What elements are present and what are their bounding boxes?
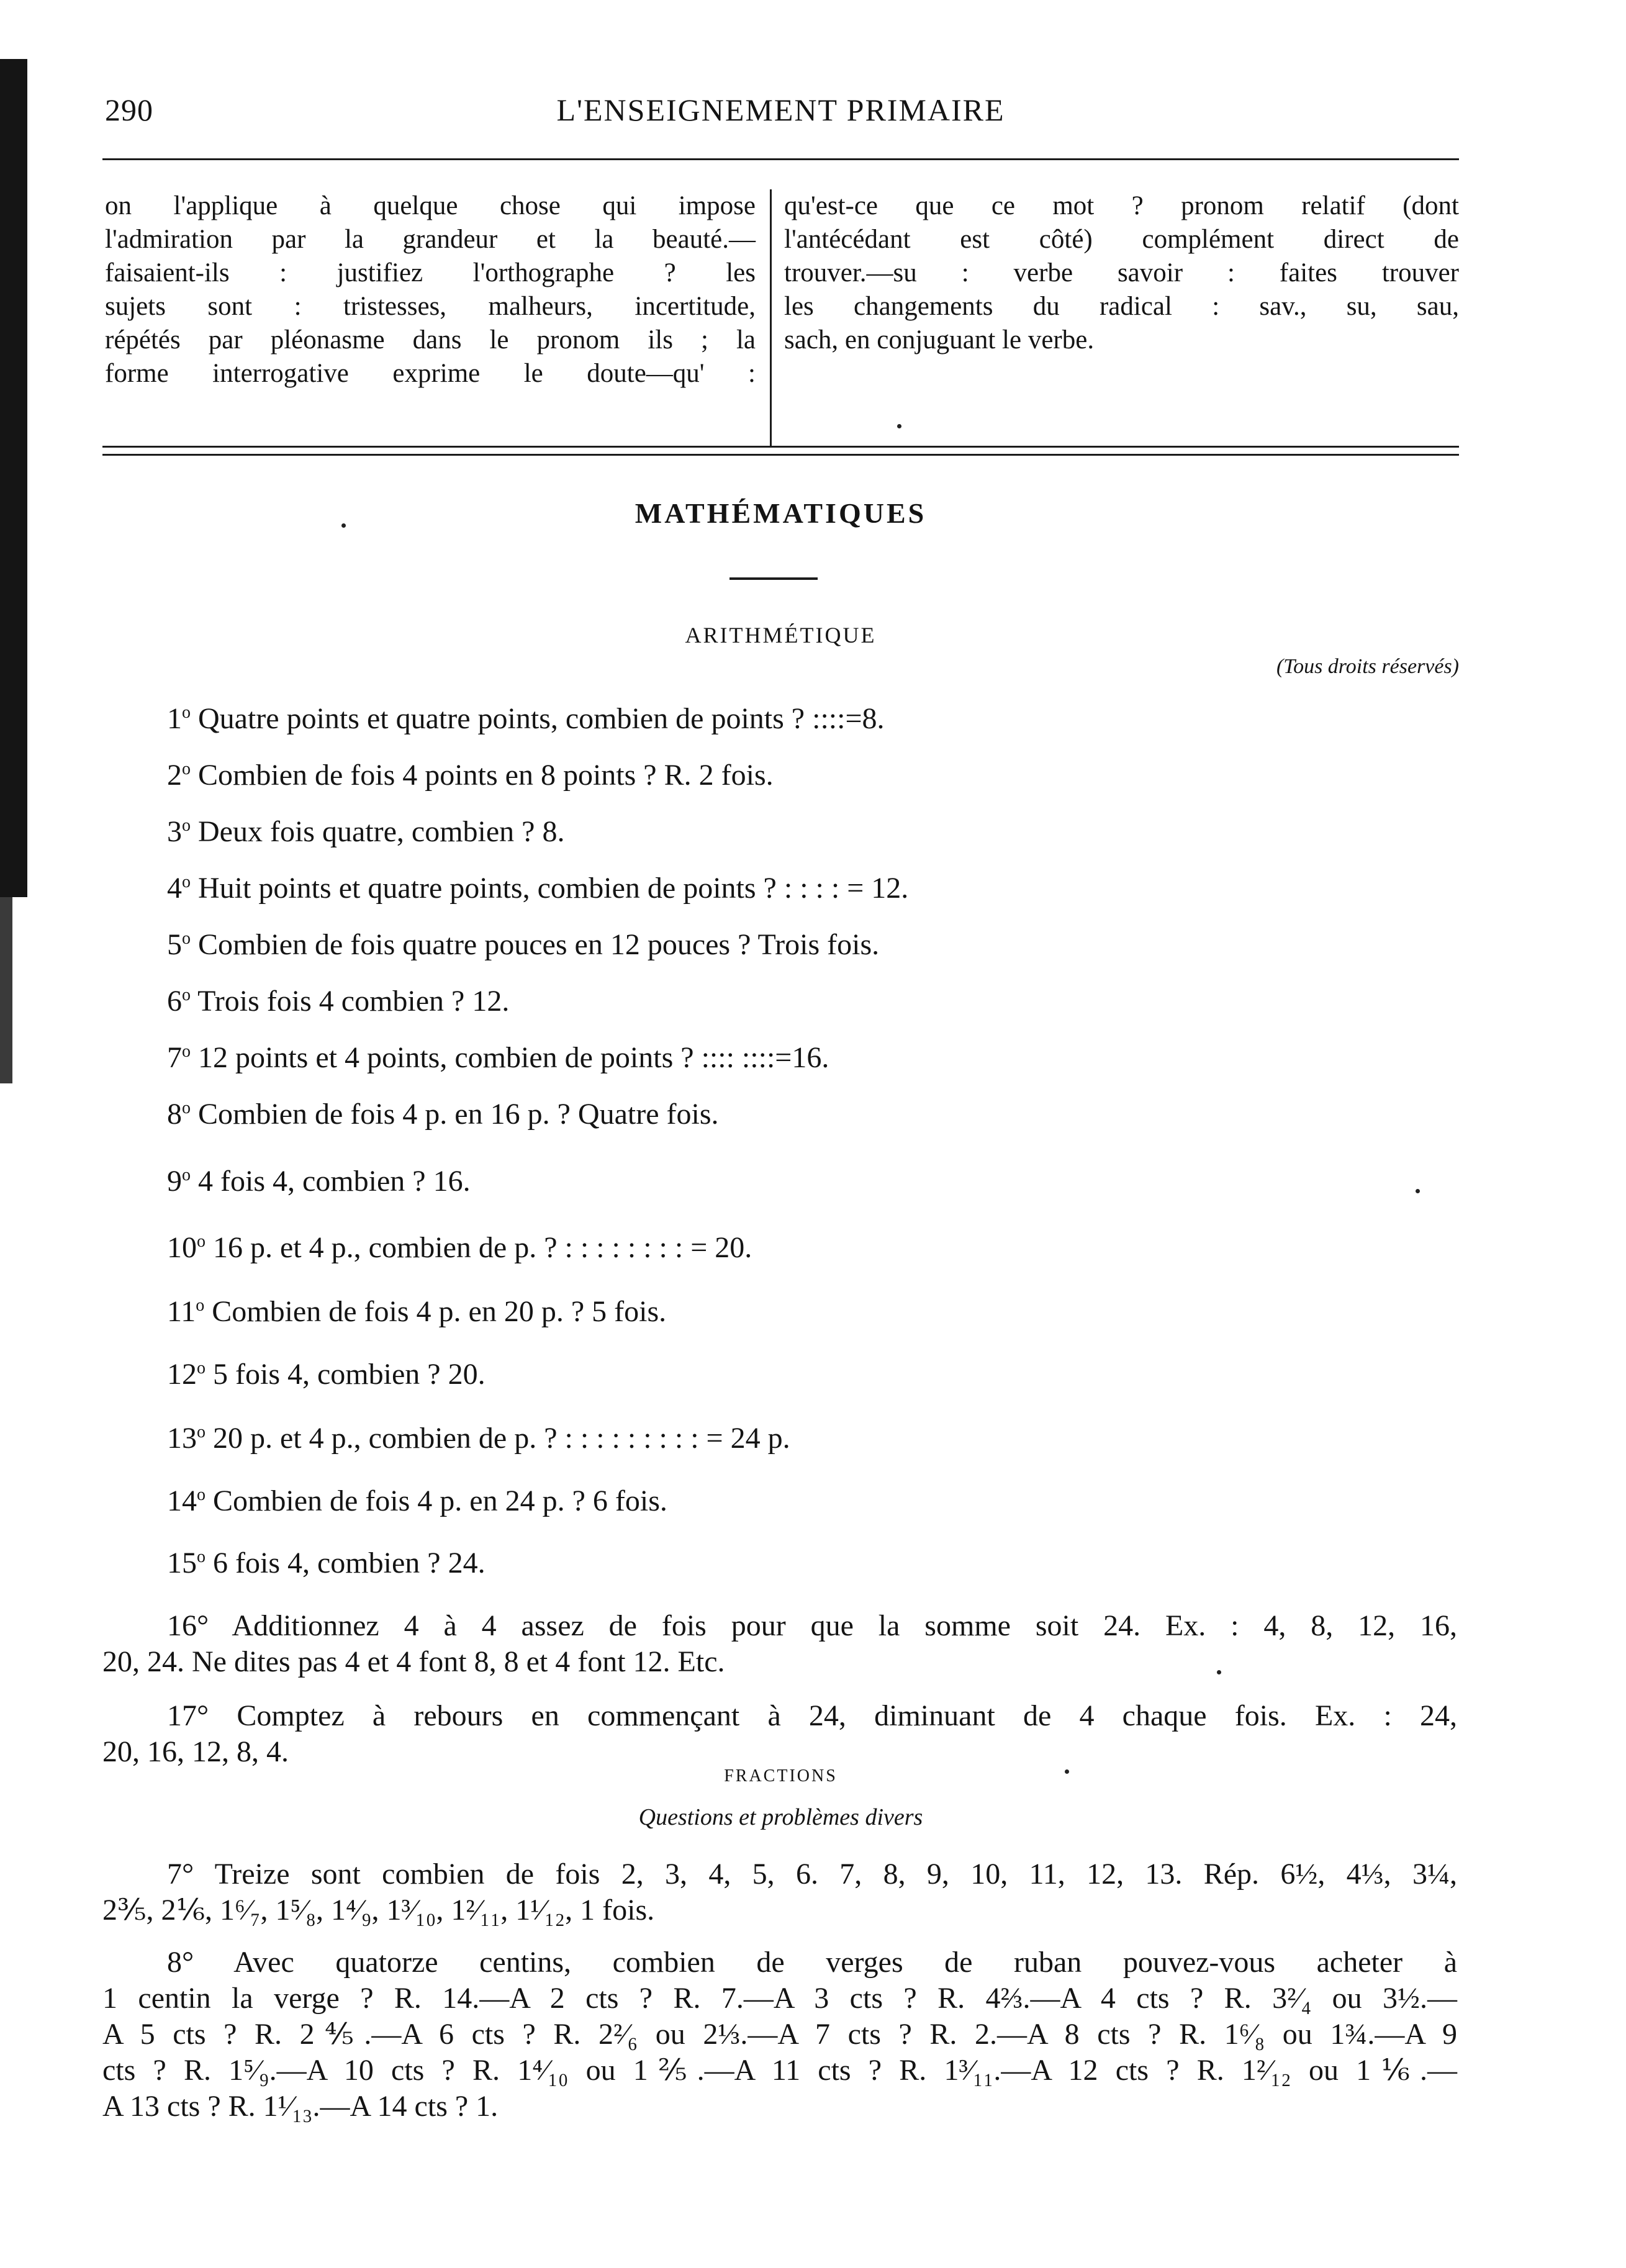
paragraph-line: 17° Comptez à rebours en commençant à 24, diminuant de 4 chaque fois. Ex. : 24, (167, 1699, 1457, 1732)
left-column-line: sujets sont : tristesses, malheurs, incertitude, (105, 292, 756, 321)
exercise-number: 15 (167, 1547, 197, 1579)
paragraph-line: 20, 16, 12, 8, 4. (102, 1735, 289, 1768)
exercise-item: 9$^o$ 4 fois 4, combien ? 16. (167, 1165, 471, 1198)
exercise-text: 5 fois 4, combien ? 20. (213, 1358, 486, 1391)
print-speck (1416, 1189, 1420, 1193)
column-divider (770, 189, 772, 447)
left-column-line: faisaient-ils : justifiez l'orthographe ? les (105, 258, 756, 287)
exercise-paragraph-8 (102, 1945, 1457, 2125)
exercise-number: 9 (167, 1165, 182, 1198)
document-page (102, 0, 1459, 2268)
paragraph-line: cts ? R. 1⁵⁄₉.—A 10 cts ? R. 1⁴⁄₁₀ ou 1⅖.—A 11 cts ? R. 1³⁄₁₁.—A 12 cts ? R. 1²⁄₁₂ ou 1⅙.— (102, 2054, 1457, 2087)
left-column (105, 189, 756, 391)
exercise-text: 20 p. et 4 p., combien de p. ? : : : : : : : : : = 24 p. (213, 1422, 790, 1455)
section-title: MATHÉMATIQUES (635, 497, 927, 529)
print-speck (1217, 1670, 1221, 1674)
fractions-title: FRACTIONS (724, 1766, 838, 1786)
exercise-item: 1$^o$ Quatre points et quatre points, combien de points ? ::::=8. (167, 702, 885, 735)
left-column-line: on l'applique à quelque chose qui impose (105, 191, 756, 220)
right-column-line: qu'est-ce que ce mot ? pronom relatif (dont (784, 191, 1459, 220)
exercise-number: 12 (167, 1358, 197, 1391)
paragraph-line: 7° Treize sont combien de fois 2, 3, 4, 5, 6. 7, 8, 9, 10, 11, 12, 13. Rép. 6½, 4⅓, 3¼, (167, 1858, 1457, 1891)
exercise-number: 11 (167, 1295, 196, 1328)
rights-note: (Tous droits réservés) (1276, 655, 1459, 678)
exercise-paragraph-16 (102, 1608, 1457, 1680)
exercise-number: 8 (167, 1098, 182, 1131)
exercise-item: 12$^o$ 5 fois 4, combien ? 20. (167, 1358, 486, 1391)
page-binding-edge-lower (0, 897, 12, 1083)
exercise-item: 3$^o$ Deux fois quatre, combien ? 8. (167, 815, 565, 848)
page-number: 290 (105, 93, 153, 127)
exercise-text: Huit points et quatre points, combien de points ? : : : : = 12. (198, 872, 909, 905)
exercise-paragraph-7 (102, 1856, 1457, 1928)
exercise-number: 3 (167, 815, 182, 848)
right-column-line: les changements du radical : sav., su, sau, (784, 292, 1459, 321)
two-column-block (102, 189, 1459, 450)
paragraph-line: 20, 24. Ne dites pas 4 et 4 font 8, 8 et 4 font 12. Etc. (102, 1645, 725, 1678)
left-column-line: l'admiration par la grandeur et la beauté.— (105, 225, 756, 254)
running-title: L'ENSEIGNEMENT PRIMAIRE (556, 93, 1005, 127)
page-binding-edge (0, 59, 27, 897)
exercise-text: 16 p. et 4 p., combien de p. ? : : : : : : : : = 20. (213, 1231, 752, 1264)
exercise-number: 14 (167, 1484, 197, 1517)
running-header (102, 92, 1459, 142)
exercise-text: Combien de fois 4 p. en 24 p. ? 6 fois. (213, 1484, 667, 1517)
exercise-number: 1 (167, 702, 182, 735)
paragraph-line: A 13 cts ? R. 1¹⁄₁₃.—A 14 cts ? 1. (102, 2090, 499, 2123)
paragraph-line: 1 centin la verge ? R. 14.—A 2 cts ? R. 7.—A 3 cts ? R. 4⅔.—A 4 cts ? R. 3²⁄₄ ou 3½.— (102, 1982, 1457, 2015)
left-column-line: forme interrogative exprime le doute—qu' : (105, 359, 756, 388)
exercise-text: 12 points et 4 points, combien de points ? :::: ::::=16. (198, 1041, 829, 1074)
right-column-line: l'antécédant est côté) complément direct de (784, 225, 1459, 254)
exercise-number: 6 (167, 985, 182, 1018)
exercise-item: 2$^o$ Combien de fois 4 points en 8 points ? R. 2 fois. (167, 759, 774, 792)
right-column (784, 189, 1459, 357)
exercise-text: Quatre points et quatre points, combien de points ? ::::=8. (198, 702, 885, 735)
right-column-line: trouver.—su : verbe savoir : faites trouver (784, 258, 1459, 287)
print-speck (897, 424, 901, 428)
exercise-text: Combien de fois 4 p. en 20 p. ? 5 fois. (212, 1295, 667, 1328)
fractions-subtitle: Questions et problèmes divers (638, 1804, 923, 1830)
exercise-number: 5 (167, 928, 182, 961)
exercise-item: 14$^o$ Combien de fois 4 p. en 24 p. ? 6 fois. (167, 1484, 667, 1517)
paragraph-line: A 5 cts ? R. 2⅘.—A 6 cts ? R. 2²⁄₆ ou 2⅓.—A 7 cts ? R. 2.—A 8 cts ? R. 1⁶⁄₈ ou 1¾.—A 9 (102, 2018, 1457, 2051)
exercise-text: Deux fois quatre, combien ? 8. (198, 815, 565, 848)
paragraph-line: 16° Additionnez 4 à 4 assez de fois pour que la somme soit 24. Ex. : 4, 8, 12, 16, (167, 1609, 1457, 1642)
exercise-item: 15$^o$ 6 fois 4, combien ? 24. (167, 1547, 486, 1579)
exercise-number: 7 (167, 1041, 182, 1074)
paragraph-line: 2⅗, 2⅙, 1⁶⁄₇, 1⁵⁄₈, 1⁴⁄₉, 1³⁄₁₀, 1²⁄₁₁, 1¹⁄₁₂, 1 fois. (102, 1894, 655, 1927)
exercise-item: 4$^o$ Huit points et quatre points, combien de points ? : : : : = 12. (167, 872, 909, 905)
title-ornament-rule (729, 577, 818, 580)
exercise-text: Trois fois 4 combien ? 12. (197, 985, 510, 1018)
exercise-item: 8$^o$ Combien de fois 4 p. en 16 p. ? Quatre fois. (167, 1098, 719, 1131)
print-speck (341, 523, 346, 528)
header-rule (102, 158, 1459, 160)
exercise-number: 4 (167, 872, 182, 905)
section-double-rule (102, 446, 1459, 456)
print-speck (1065, 1769, 1069, 1774)
exercise-text: 6 fois 4, combien ? 24. (213, 1547, 486, 1579)
right-column-line: sach, en conjuguant le verbe. (784, 325, 1095, 355)
exercise-text: Combien de fois 4 points en 8 points ? R. 2 fois. (198, 759, 774, 792)
exercise-number: 10 (167, 1231, 197, 1264)
exercise-text: Combien de fois quatre pouces en 12 pouces ? Trois fois. (198, 928, 880, 961)
exercise-number: 2 (167, 759, 182, 792)
left-column-line: répétés par pléonasme dans le pronom ils ; la (105, 325, 756, 355)
exercise-text: Combien de fois 4 p. en 16 p. ? Quatre fois. (198, 1098, 719, 1131)
exercise-item: 6$^o$ Trois fois 4 combien ? 12. (167, 985, 510, 1018)
exercise-paragraph-17 (102, 1698, 1457, 1770)
exercise-item: 5$^o$ Combien de fois quatre pouces en 12 pouces ? Trois fois. (167, 928, 880, 961)
exercise-text: 4 fois 4, combien ? 16. (198, 1165, 471, 1198)
paragraph-line: 8° Avec quatorze centins, combien de verges de ruban pouvez-vous acheter à (167, 1946, 1457, 1979)
exercise-item: 11$^o$ Combien de fois 4 p. en 20 p. ? 5 fois. (167, 1295, 667, 1328)
exercise-item: 10$^o$ 16 p. et 4 p., combien de p. ? : : : : : : : : = 20. (167, 1231, 752, 1264)
subsection-title: ARITHMÉTIQUE (685, 623, 877, 648)
exercise-item: 7$^o$ 12 points et 4 points, combien de points ? :::: ::::=16. (167, 1041, 829, 1074)
exercise-item: 13$^o$ 20 p. et 4 p., combien de p. ? : : : : : : : : : = 24 p. (167, 1422, 790, 1455)
exercise-number: 13 (167, 1422, 197, 1455)
